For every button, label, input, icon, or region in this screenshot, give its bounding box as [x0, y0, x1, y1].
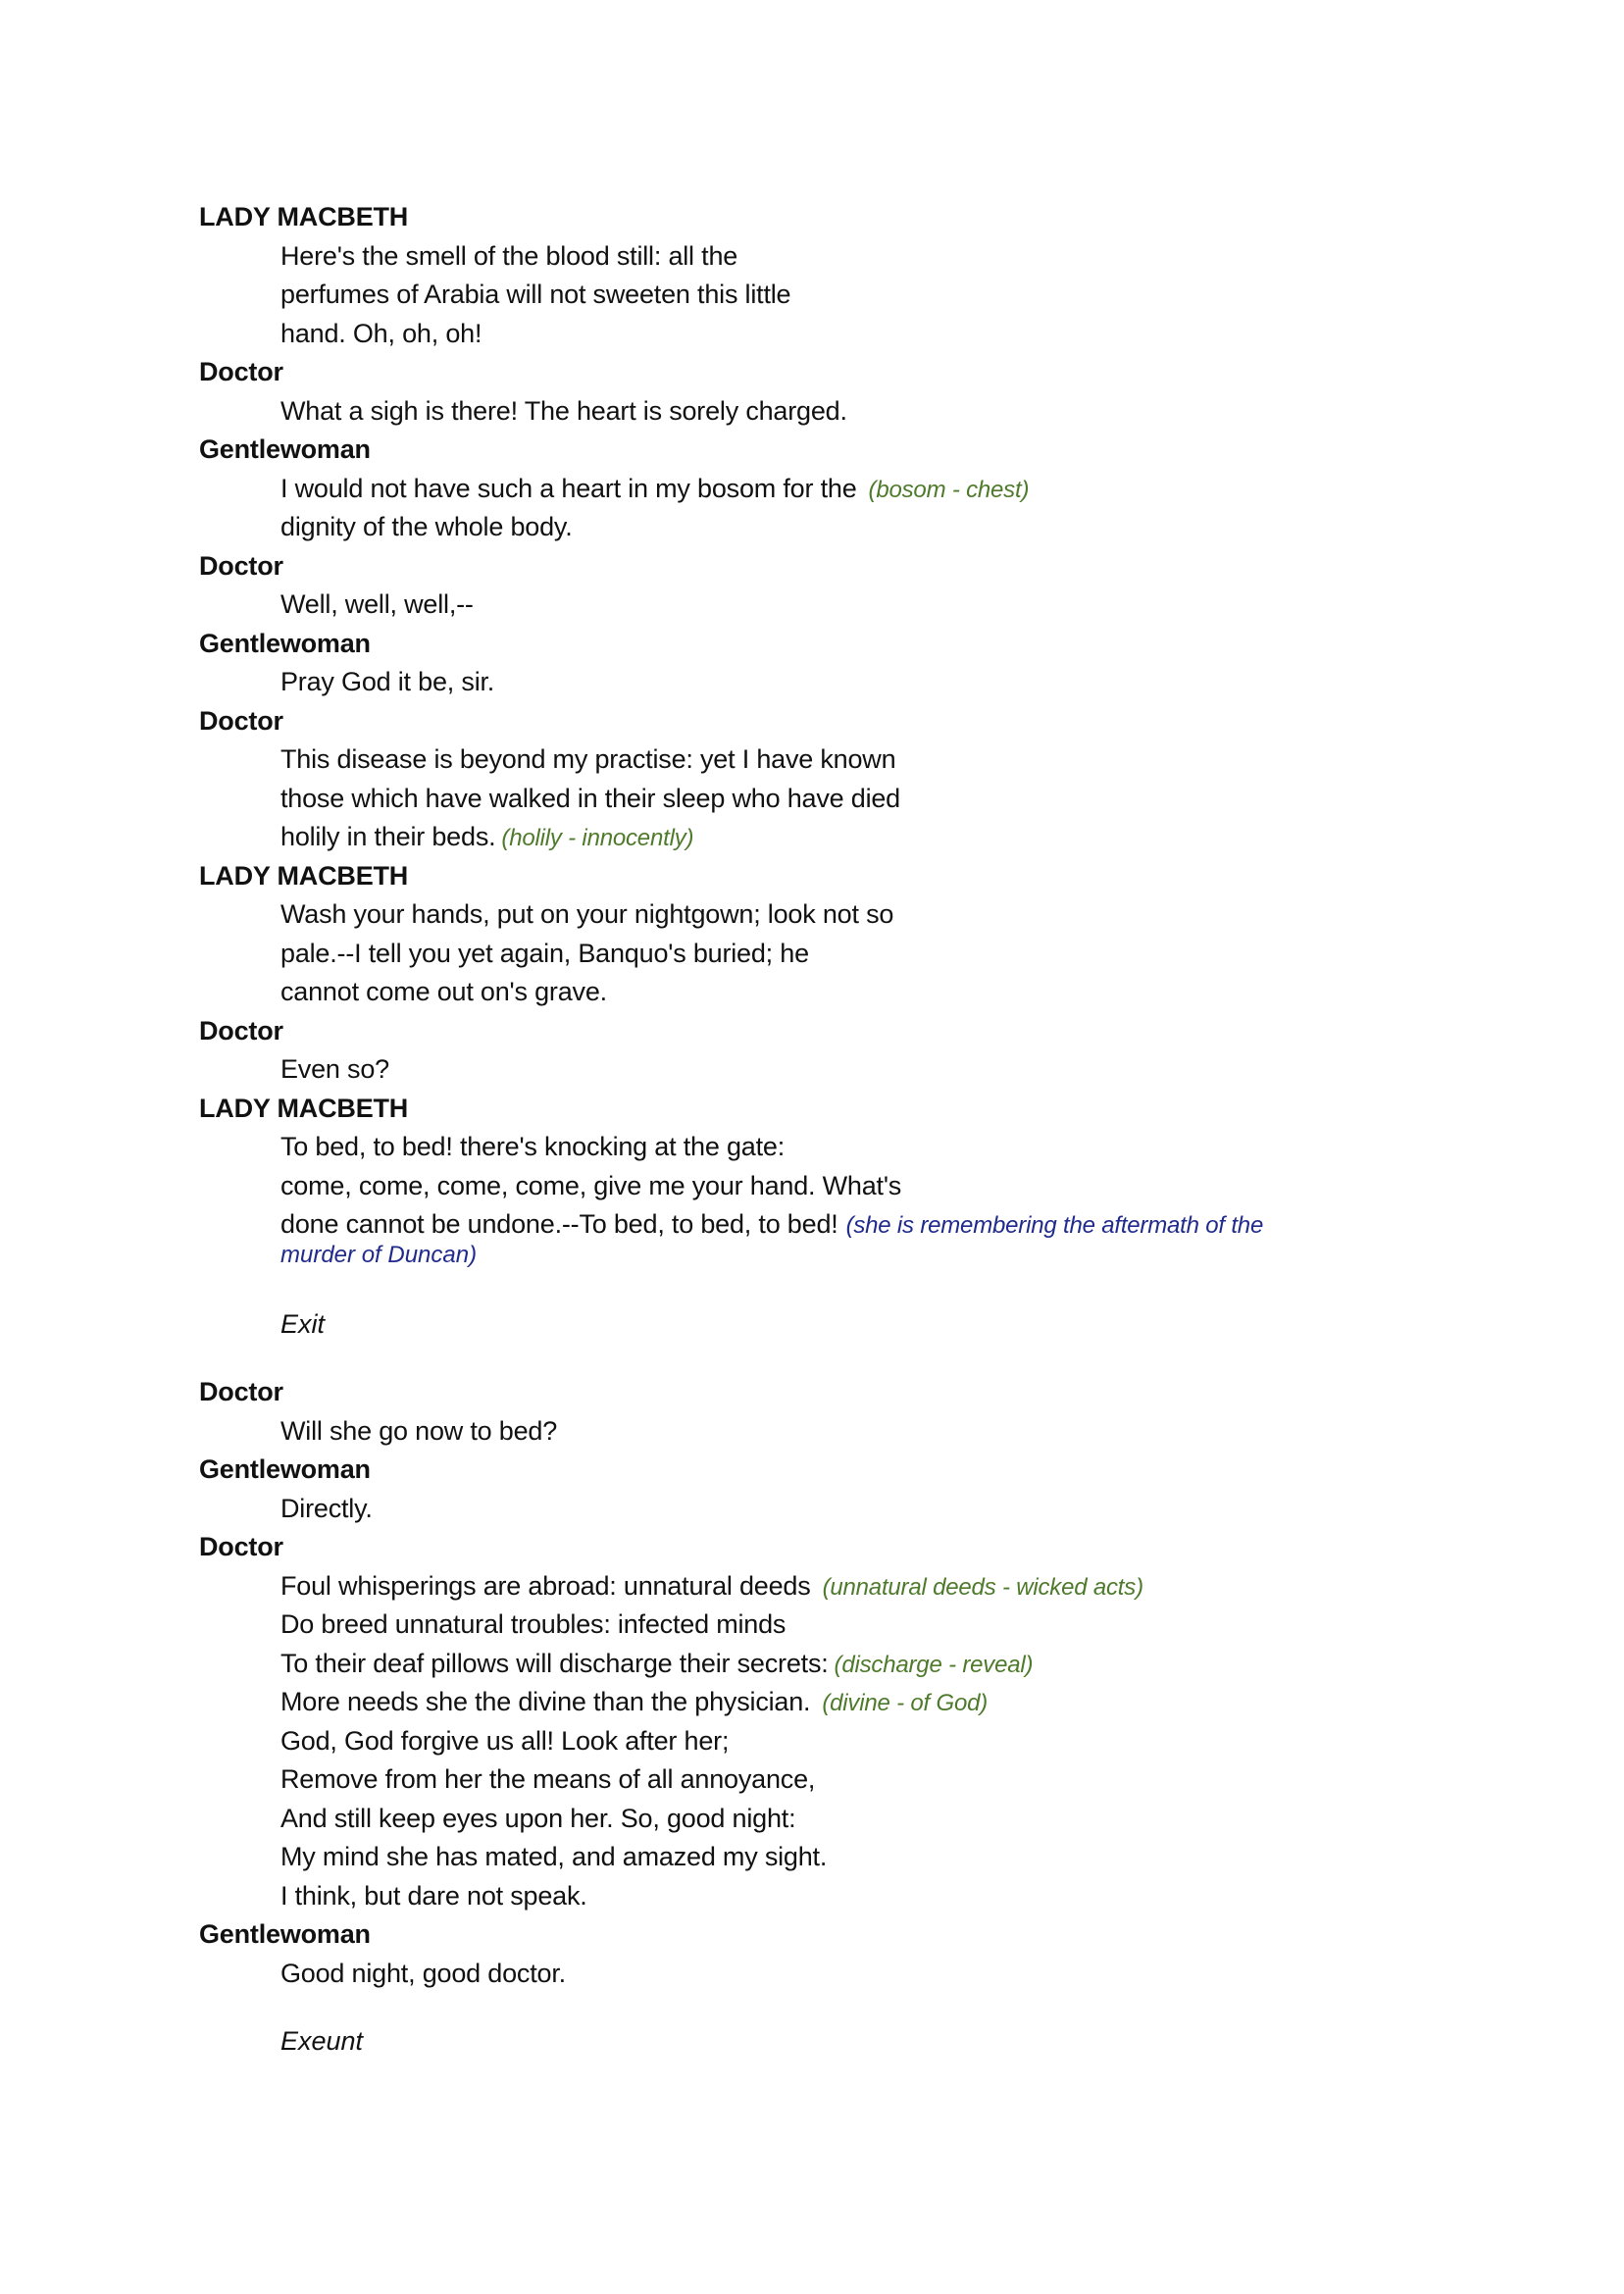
- dialogue-line: Do breed unnatural troubles: infected minds: [280, 1609, 787, 1639]
- speaker-name: LADY MACBETH: [199, 1093, 409, 1123]
- gloss-note: (bosom - chest): [868, 476, 1030, 503]
- dialogue-text: I would not have such a heart in my bosom for the: [280, 473, 857, 503]
- speaker-name: Gentlewoman: [199, 434, 371, 464]
- dialogue-line: [280, 1205, 1474, 1245]
- dialogue-line: [280, 1683, 1474, 1722]
- dialogue-line: Pray God it be, sir.: [280, 667, 495, 696]
- dialogue-text: More needs she the divine than the physician.: [280, 1687, 811, 1716]
- dialogue-line: Remove from her the means of all annoyance,: [280, 1764, 816, 1794]
- speaker-name: LADY MACBETH: [199, 860, 409, 891]
- dialogue-line: I think, but dare not speak.: [280, 1880, 587, 1911]
- dialogue-line: What a sigh is there! The heart is sorely charged.: [280, 395, 847, 426]
- speaker-name: Doctor: [199, 357, 283, 386]
- dialogue-line: [280, 1567, 1474, 1606]
- dialogue-line: come, come, come, come, give me your hand. What's: [280, 1170, 902, 1200]
- dialogue-line: pale.--I tell you yet again, Banquo's buried; he: [280, 938, 809, 968]
- dialogue-line: Good night, good doctor.: [280, 1958, 566, 1988]
- context-note-continuation: murder of Duncan): [280, 1241, 478, 1268]
- stage-direction: Exeunt: [280, 2026, 364, 2056]
- stage-direction: Exit: [280, 1308, 326, 1339]
- dialogue-line: [280, 1645, 1474, 1684]
- dialogue-line: Here's the smell of the blood still: all the: [280, 240, 738, 271]
- dialogue-line: [280, 470, 1474, 509]
- dialogue-line: Wash your hands, put on your nightgown; look not so: [280, 899, 894, 929]
- dialogue-text: Foul whisperings are abroad: unnatural deeds: [280, 1570, 811, 1601]
- gloss-note: (holily - innocently): [501, 825, 694, 851]
- speaker-name: Doctor: [199, 705, 283, 736]
- dialogue-text: done cannot be undone.--To bed, to bed, to bed!: [280, 1209, 838, 1239]
- dialogue-line: dignity of the whole body.: [280, 512, 573, 541]
- dialogue-line: This disease is beyond my practise: yet I have known: [280, 744, 896, 774]
- gloss-note: (discharge - reveal): [834, 1651, 1034, 1678]
- dialogue-line: Will she go now to bed?: [280, 1415, 558, 1446]
- speaker-name: Doctor: [199, 1015, 283, 1045]
- dialogue-line: To bed, to bed! there's knocking at the gate:: [280, 1132, 786, 1161]
- dialogue-line: My mind she has mated, and amazed my sight.: [280, 1842, 828, 1871]
- dialogue-line: And still keep eyes upon her. So, good night:: [280, 1803, 796, 1833]
- dialogue-line: Even so?: [280, 1054, 389, 1084]
- speaker-name: Gentlewoman: [199, 1454, 371, 1484]
- dialogue-line: perfumes of Arabia will not sweeten this little: [280, 280, 791, 309]
- speaker-name: Gentlewoman: [199, 1919, 371, 1949]
- dialogue-line: Well, well, well,--: [280, 589, 474, 619]
- speaker-name: Gentlewoman: [199, 628, 371, 658]
- script-content: [199, 198, 1474, 2062]
- dialogue-line: hand. Oh, oh, oh!: [280, 318, 482, 348]
- speaker-name: Doctor: [199, 1532, 283, 1561]
- dialogue-line: those which have walked in their sleep who have died: [280, 783, 900, 813]
- speaker-name: Doctor: [199, 550, 283, 581]
- gloss-note: (unnatural deeds - wicked acts): [822, 1573, 1143, 1601]
- dialogue-line: Directly.: [280, 1493, 373, 1523]
- speaker-name: LADY MACBETH: [199, 202, 409, 231]
- dialogue-text: holily in their beds.: [280, 822, 496, 851]
- gloss-note: (divine - of God): [822, 1690, 989, 1716]
- speaker-name: Doctor: [199, 1377, 283, 1406]
- dialogue-line: [280, 818, 1474, 857]
- dialogue-line: God, God forgive us all! Look after her;: [280, 1725, 730, 1756]
- dialogue-text: To their deaf pillows will discharge their secrets:: [280, 1648, 829, 1678]
- dialogue-line: cannot come out on's grave.: [280, 977, 607, 1006]
- context-note: (she is remembering the aftermath of the: [845, 1212, 1264, 1239]
